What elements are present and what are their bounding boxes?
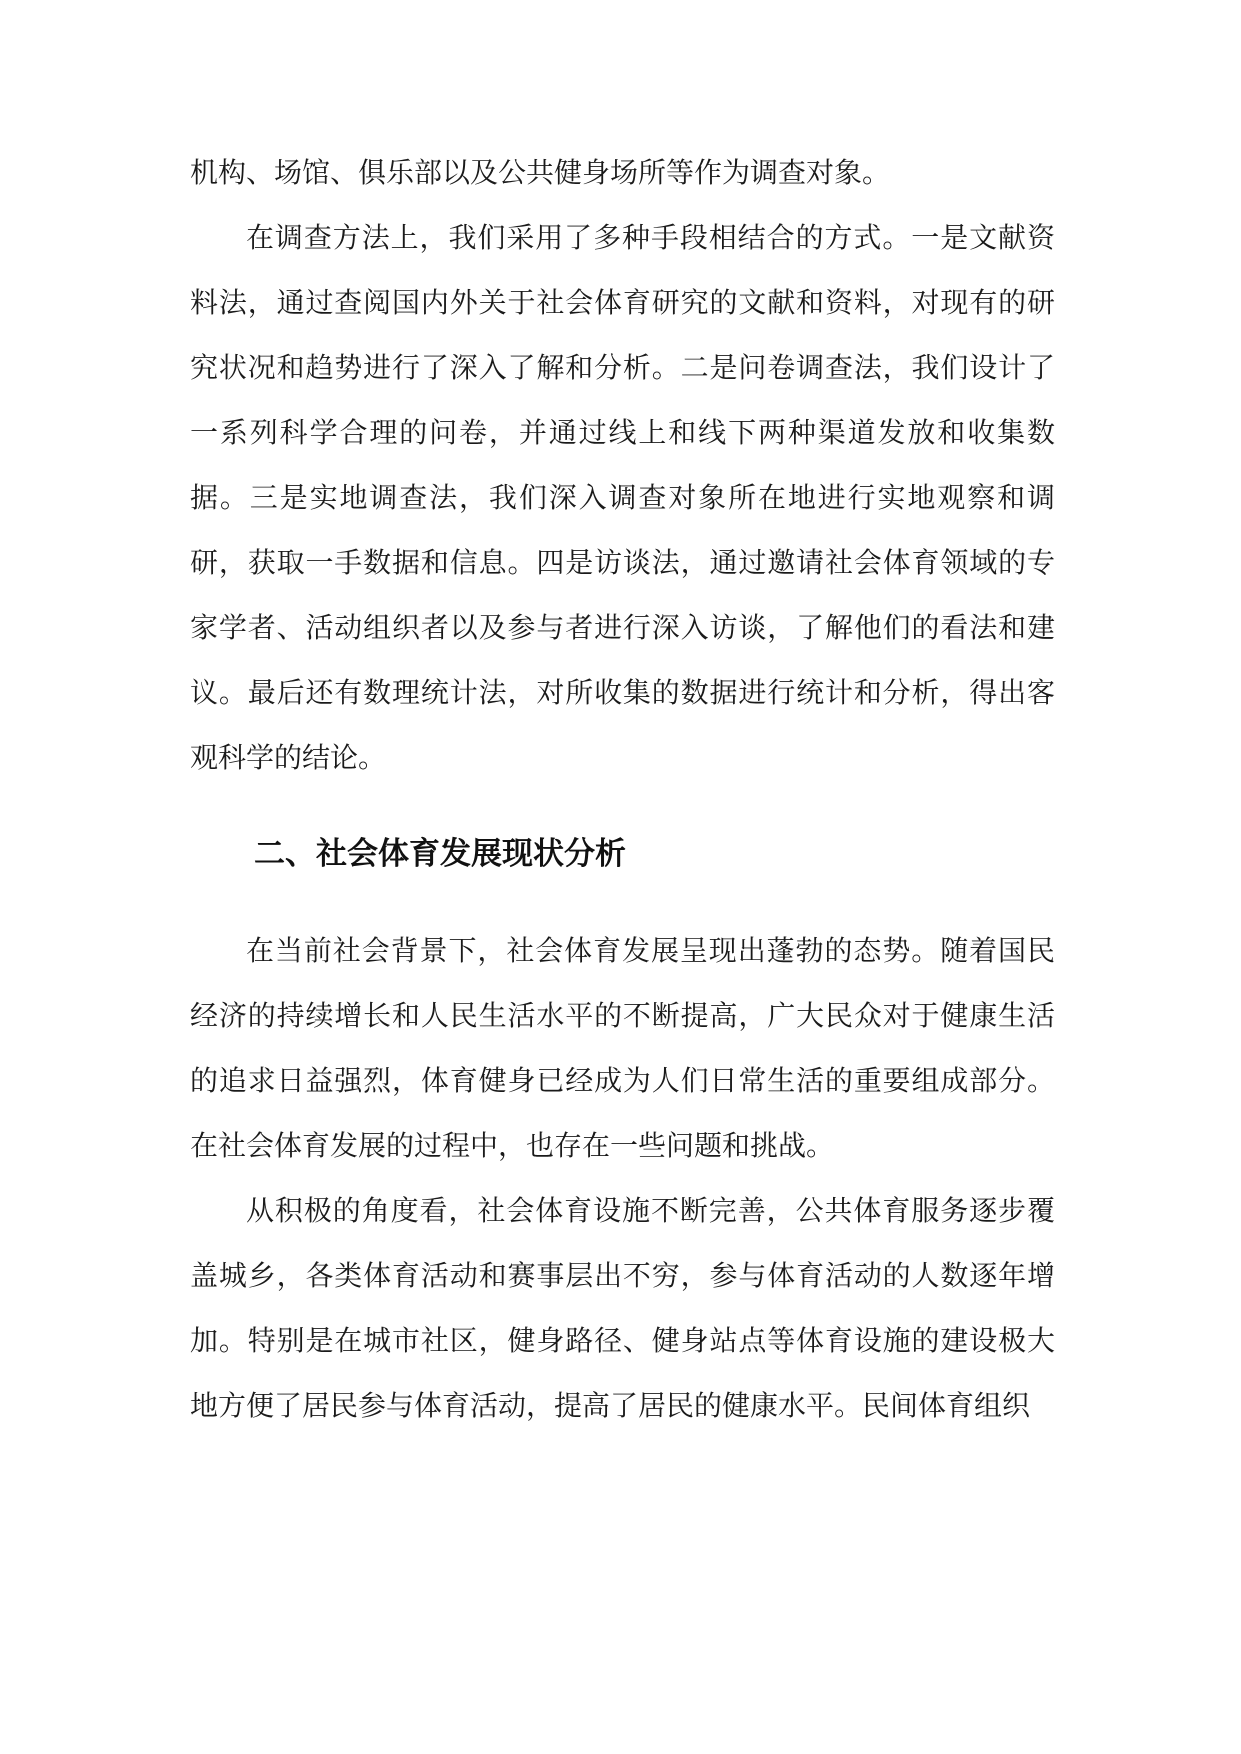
paragraph-current-situation: 在当前社会背景下，社会体育发展呈现出蓬勃的态势。随着国民经济的持续增长和人民生活水平的不断提高，广大民众对于健康生活的追求日益强烈，体育健身已经成为人们日常生活的重要组成部分。在社会体育发展的过程中，也存在一些问题和挑战。 <box>190 934 1055 1162</box>
paragraph-survey-methods: 在调查方法上，我们采用了多种手段相结合的方式。一是文献资料法，通过查阅国内外关于社会体育研究的文献和资料，对现有的研究状况和趋势进行了深入了解和分析。二是问卷调查法，我们设计了一系列科学合理的问卷，并通过线上和线下两种渠道发放和收集数据。三是实地调查法，我们深入调查对象所在地进行实地观察和调研，获取一手数据和信息。四是访谈法，通过邀请社会体育领域的专家学者、活动组织者以及参与者进行深入访谈，了解他们的看法和建议。最后还有数理统计法，对所收集的数据进行统计和分析，得出客观科学的结论。 <box>190 221 1055 774</box>
paragraph-positive-aspects: 从积极的角度看，社会体育设施不断完善，公共体育服务逐步覆盖城乡，各类体育活动和赛事层出不穷，参与体育活动的人数逐年增加。特别是在城市社区，健身路径、健身站点等体育设施的建设极大地方便了居民参与体育活动，提高了居民的健康水平。民间体育组织 <box>190 1194 1055 1422</box>
document-body <box>190 140 1055 1438</box>
paragraph-continuation: 机构、场馆、俱乐部以及公共健身场所等作为调查对象。 <box>190 156 891 189</box>
section-heading: 二、社会体育发展现状分析 <box>254 836 626 872</box>
